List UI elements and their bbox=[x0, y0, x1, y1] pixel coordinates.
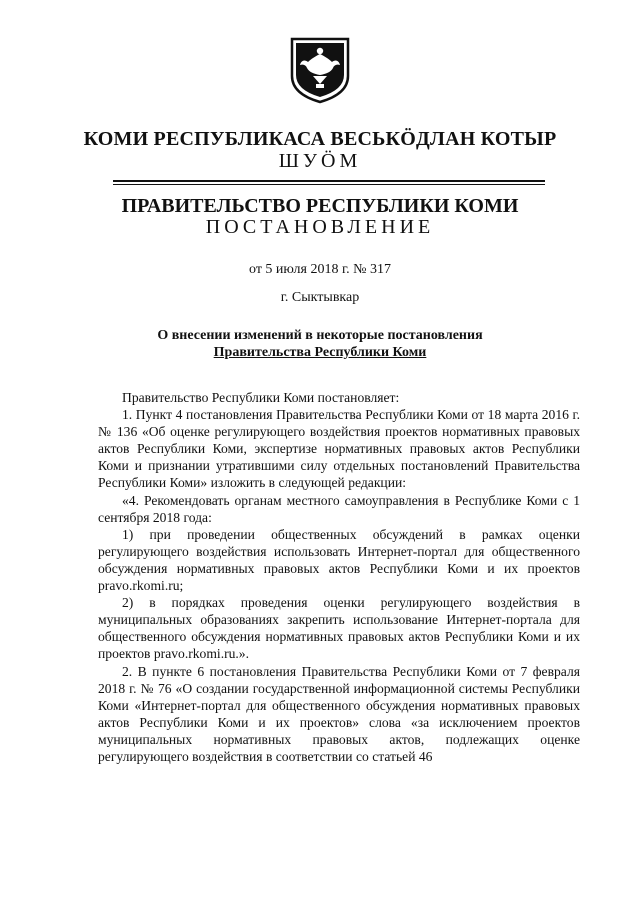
header-divider-thick bbox=[113, 180, 545, 182]
komi-government-title: КОМИ РЕСПУБЛИКАСА ВЕСЬКӦДЛАН КОТЫР bbox=[83, 128, 557, 150]
paragraph-item-1: 1. Пункт 4 постановления Правительства Республики Коми от 18 марта 2016 г. № 136 «Об оценке регулирующего воздействия проектов нормативных правовых актов Республики Коми, экспертизе нормативных правовых актов Республики Коми и признании утратившими силу отдельных постановлений Правительства Республики Коми» изложить в следующей редакции: bbox=[98, 407, 580, 491]
paragraph-subitem-1: 1) при проведении общественных обсуждений в рамках оценки регулирующего воздействия использовать Интернет-портал для общественного обсуждения нормативных правовых актов Республики Коми и их проектов pravo.rkomi.ru; bbox=[98, 526, 580, 594]
resolution-title: ПОСТАНОВЛЕНИЕ bbox=[205, 216, 435, 238]
paragraph-quote-4: «4. Рекомендовать органам местного самоуправления в Республике Коми с 1 сентября 2018 года: bbox=[98, 492, 580, 525]
document-body bbox=[98, 389, 580, 765]
paragraph-intro: Правительство Республики Коми постановляет: bbox=[122, 390, 400, 405]
government-title: ПРАВИТЕЛЬСТВО РЕСПУБЛИКИ КОМИ bbox=[121, 195, 519, 217]
city: г. Сыктывкар bbox=[280, 290, 360, 305]
subject-line-1: О внесении изменений в некоторые постановления bbox=[157, 328, 483, 343]
komi-resolution-title: ШУӦМ bbox=[278, 150, 362, 172]
paragraph-item-2: 2. В пункте 6 постановления Правительства Республики Коми от 7 февраля 2018 г. № 76 «О создании государственной информационной системы Республики Коми «Интернет-портал для общественного обсуждения нормативных правовых актов Республики Коми и их проектов» слова «за исключением проектов муниципальных нормативных правовых актов, подлежащих оценке регулирующего воздействия в соответствии со статьей 46 bbox=[98, 663, 580, 764]
komi-coat-of-arms-icon bbox=[289, 36, 351, 104]
subject-line-2: Правительства Республики Коми bbox=[213, 345, 427, 360]
header-divider-thin bbox=[113, 184, 545, 185]
paragraph-subitem-2: 2) в порядках проведения оценки регулирующего воздействия в муниципальных образованиях закрепить использование Интернет-портала для общественного обсуждения нормативных правовых актов Республики Коми и их проектов pravo.rkomi.ru.». bbox=[98, 595, 580, 662]
date-number: от 5 июля 2018 г. № 317 bbox=[249, 262, 391, 277]
